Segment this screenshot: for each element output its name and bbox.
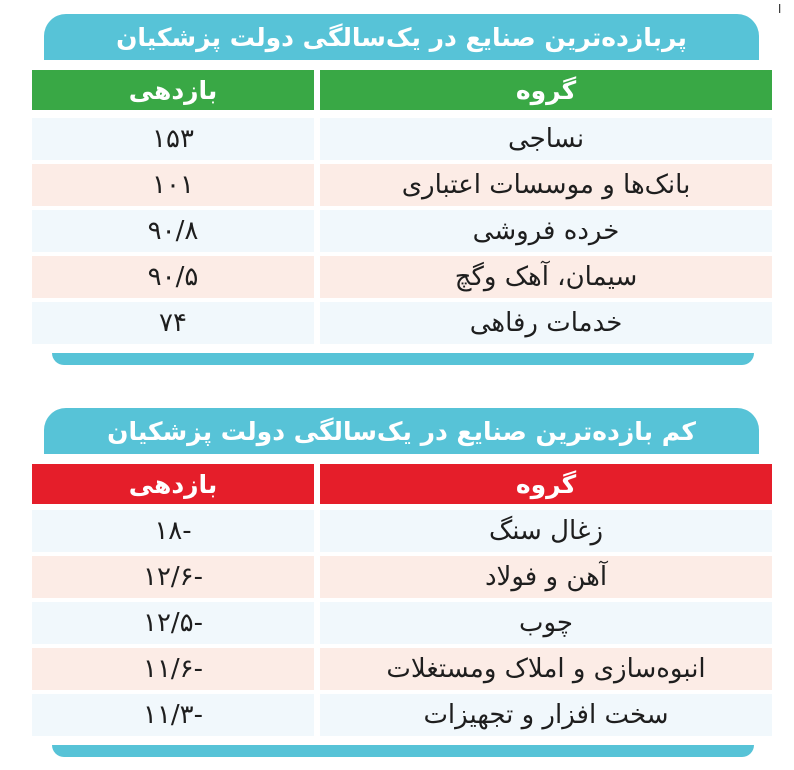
table-row — [32, 302, 772, 344]
table-row — [32, 210, 772, 252]
group-cell: انبوه‌سازی و املاک ومستغلات — [320, 648, 772, 690]
top-header-value: بازدهی — [32, 70, 314, 110]
group-cell: چوب — [320, 602, 772, 644]
corner-mark: ا — [778, 2, 782, 16]
top-table — [32, 70, 772, 350]
table-row — [32, 164, 772, 206]
group-cell: سیمان، آهک وگچ — [320, 256, 772, 298]
value-cell: -۱۱/۶ — [32, 648, 314, 690]
table-row — [32, 118, 772, 160]
value-cell: ۱۰۱ — [32, 164, 314, 206]
value-cell: -۱۲/۵ — [32, 602, 314, 644]
value-cell: ۹۰/۵ — [32, 256, 314, 298]
table-row — [32, 556, 772, 598]
top-table-title: پربازده‌ترین صنایع در یک‌سالگی دولت پزشکیان — [44, 14, 759, 60]
table-row — [32, 694, 772, 736]
top-table-header-row — [32, 70, 772, 110]
value-cell: ۷۴ — [32, 302, 314, 344]
value-cell: -۱۲/۶ — [32, 556, 314, 598]
bottom-header-group: گروه — [320, 464, 772, 504]
table-row — [32, 648, 772, 690]
group-cell: نساجی — [320, 118, 772, 160]
group-cell: آهن و فولاد — [320, 556, 772, 598]
bottom-header-value: بازدهی — [32, 464, 314, 504]
group-cell: بانک‌ها و موسسات اعتباری — [320, 164, 772, 206]
top-table-bottom-bar — [52, 353, 754, 365]
value-cell: -۱۱/۳ — [32, 694, 314, 736]
top-header-group: گروه — [320, 70, 772, 110]
group-cell: سخت افزار و تجهیزات — [320, 694, 772, 736]
table-row — [32, 256, 772, 298]
bottom-table-header-row — [32, 464, 772, 504]
bottom-table-title: کم بازده‌ترین صنایع در یک‌سالگی دولت پزشکیان — [44, 408, 759, 454]
group-cell: خرده فروشی — [320, 210, 772, 252]
table-row — [32, 602, 772, 644]
bottom-table — [32, 464, 772, 744]
value-cell: -۱۸ — [32, 510, 314, 552]
group-cell: زغال سنگ — [320, 510, 772, 552]
group-cell: خدمات رفاهی — [320, 302, 772, 344]
table-row — [32, 510, 772, 552]
value-cell: ۱۵۳ — [32, 118, 314, 160]
value-cell: ۹۰/۸ — [32, 210, 314, 252]
bottom-table-bottom-bar — [52, 745, 754, 757]
